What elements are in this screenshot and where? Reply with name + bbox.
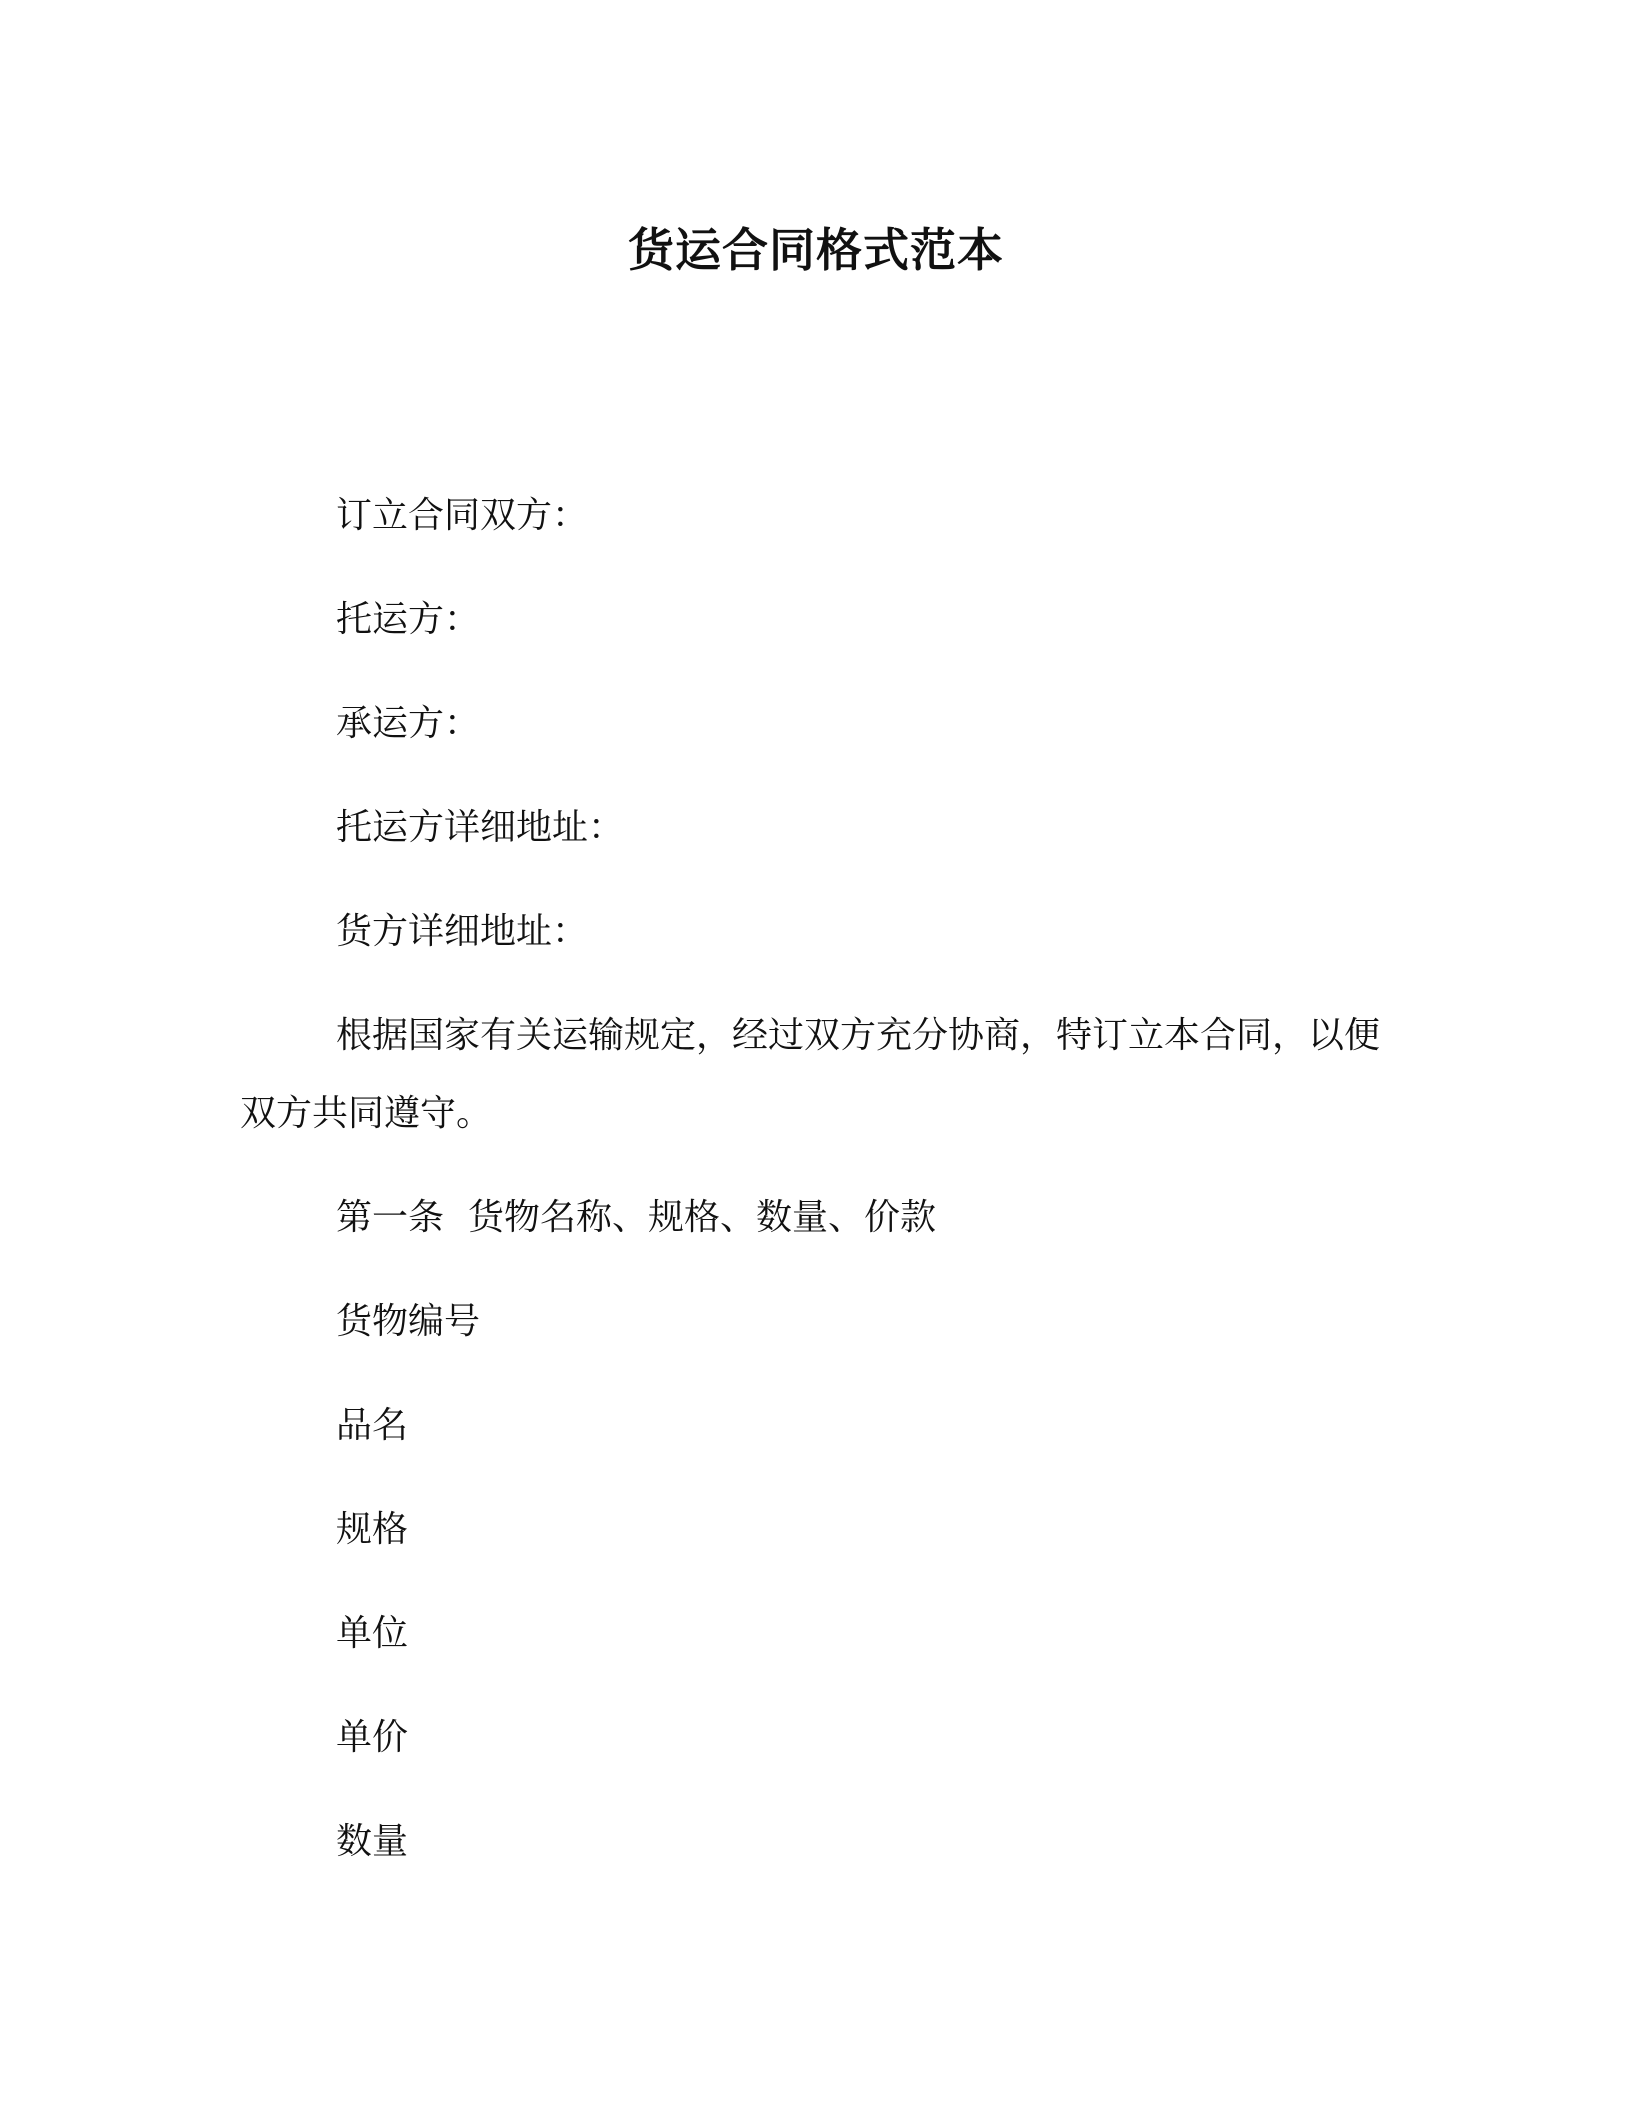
field-unit-price: 单价 [336, 1717, 409, 1758]
paragraph-cargo-address: 货方详细地址： [336, 911, 589, 952]
field-unit: 单位 [336, 1613, 409, 1654]
field-specification: 规格 [336, 1509, 409, 1550]
field-cargo-number: 货物编号 [336, 1301, 481, 1342]
article-one-title: 货物名称、规格、数量、价款 [468, 1197, 937, 1238]
article-one-heading [240, 1192, 1390, 1244]
paragraph-parties: 订立合同双方： [336, 495, 589, 536]
paragraph-shipper-address: 托运方详细地址： [336, 807, 625, 848]
paragraph-carrier: 承运方： [336, 703, 481, 744]
document-body [240, 490, 1390, 1920]
paragraph-preamble: 根据国家有关运输规定，经过双方充分协商，特订立本合同，以便双方共同遵守。 [240, 1015, 1381, 1134]
article-one-number: 第一条 [336, 1197, 445, 1238]
paragraph-shipper: 托运方： [336, 599, 481, 640]
field-quantity: 数量 [336, 1821, 409, 1862]
document-title: 货运合同格式范本 [628, 223, 1004, 277]
field-product-name: 品名 [336, 1405, 409, 1446]
